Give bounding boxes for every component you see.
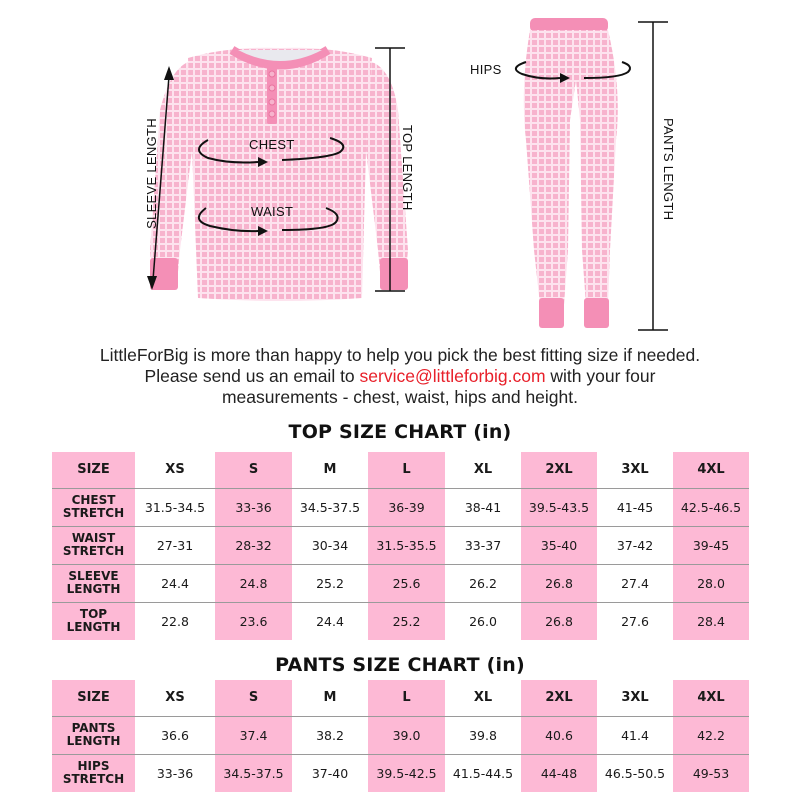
table-row-chest [52,488,749,526]
hips-label: HIPS [470,62,502,77]
header-xl: XL [473,690,493,706]
cell: 26.8 [521,564,597,602]
row-label-pants-length: PANTS LENGTH [52,716,135,754]
cell: 34.5-37.5 [292,488,368,526]
cell: 25.6 [368,564,445,602]
header-m: M [323,690,337,706]
cell: 36.6 [135,716,215,754]
header-3xl: 3XL [621,462,649,478]
table-row-pants-length [52,716,749,754]
row-label-sleeve: SLEEVE LENGTH [52,564,135,602]
pants-size-chart-title: PANTS SIZE CHART (in) [275,654,525,676]
help-line-3: measurements - chest, waist, hips and height. [221,387,578,407]
sleeve-length-label: SLEEVE LENGTH [143,118,159,229]
cell: 34.5-37.5 [215,754,292,792]
top-size-chart-table [52,452,749,640]
cell: 37-40 [292,754,368,792]
cell: 25.2 [368,602,445,640]
row-label-top-length: TOP LENGTH [52,602,135,640]
cell: 41-45 [597,488,673,526]
header-2xl: 2XL [521,680,597,716]
help-line-2 [0,366,800,387]
top-garment-illustration [130,40,430,310]
cell: 39.5-43.5 [521,488,597,526]
header-l: L [368,680,445,716]
cell: 36-39 [368,488,445,526]
table-row-sleeve [52,564,749,602]
header-s: S [215,452,292,488]
table-row-waist [52,526,749,564]
row-label-hips: HIPS STRETCH [52,754,135,792]
cell: 33-36 [135,754,215,792]
table-row-hips [52,754,749,792]
top-length-label: TOP LENGTH [400,125,415,211]
header-size: SIZE [52,452,135,488]
pants-garment-image [460,10,690,340]
cell: 49-53 [673,754,749,792]
cell: 31.5-34.5 [135,488,215,526]
pants-length-label: PANTS LENGTH [661,118,676,221]
row-label-chest: CHEST STRETCH [52,488,135,526]
help-message [0,345,800,408]
waist-label: WAIST [251,204,294,219]
help-line-1: LittleForBig is more than happy to help you pick the best fitting size if needed. [99,345,701,365]
cell: 38-41 [445,488,521,526]
cell: 28-32 [215,526,292,564]
cell: 22.8 [135,602,215,640]
cell: 39.8 [445,716,521,754]
chest-label: CHEST [249,137,295,152]
table-row-top-length [52,602,749,640]
cell: 46.5-50.5 [597,754,673,792]
pants-size-chart-table [52,680,749,792]
cell: 38.2 [292,716,368,754]
cell: 27-31 [135,526,215,564]
cell: 30-34 [292,526,368,564]
cell: 28.0 [673,564,749,602]
support-email-link[interactable]: service@littleforbig.com [359,366,546,386]
cell: 42.2 [673,716,749,754]
header-2xl: 2XL [521,452,597,488]
header-s: S [215,680,292,716]
help-line-2-after: with your four [545,366,656,386]
help-line-2-before: Please send us an email to [144,366,360,386]
cell: 26.0 [445,602,521,640]
header-size: SIZE [52,680,135,716]
cell: 44-48 [521,754,597,792]
header-4xl: 4XL [673,680,749,716]
cell: 23.6 [215,602,292,640]
header-l: L [368,452,445,488]
cell: 27.6 [597,602,673,640]
cell: 37.4 [215,716,292,754]
cell: 37-42 [597,526,673,564]
table-header-row [52,680,749,716]
header-3xl: 3XL [621,690,649,706]
table-header-row [52,452,749,488]
cell: 33-37 [445,526,521,564]
cell: 28.4 [673,602,749,640]
row-label-waist: WAIST STRETCH [52,526,135,564]
top-garment-image [130,40,430,310]
cell: 39.5-42.5 [368,754,445,792]
cell: 24.4 [292,602,368,640]
top-size-chart-title: TOP SIZE CHART (in) [288,421,512,443]
header-xs: XS [165,462,185,478]
cell: 24.8 [215,564,292,602]
header-xl: XL [473,462,493,478]
cell: 42.5-46.5 [673,488,749,526]
cell: 41.5-44.5 [445,754,521,792]
cell: 26.2 [445,564,521,602]
header-m: M [323,462,337,478]
cell: 25.2 [292,564,368,602]
cell: 40.6 [521,716,597,754]
cell: 26.8 [521,602,597,640]
cell: 39.0 [368,716,445,754]
cell: 41.4 [597,716,673,754]
cell: 33-36 [215,488,292,526]
cell: 39-45 [673,526,749,564]
cell: 31.5-35.5 [368,526,445,564]
header-4xl: 4XL [673,452,749,488]
pants-garment-illustration [460,10,690,340]
header-xs: XS [165,690,185,706]
cell: 24.4 [135,564,215,602]
cell: 35-40 [521,526,597,564]
cell: 27.4 [597,564,673,602]
